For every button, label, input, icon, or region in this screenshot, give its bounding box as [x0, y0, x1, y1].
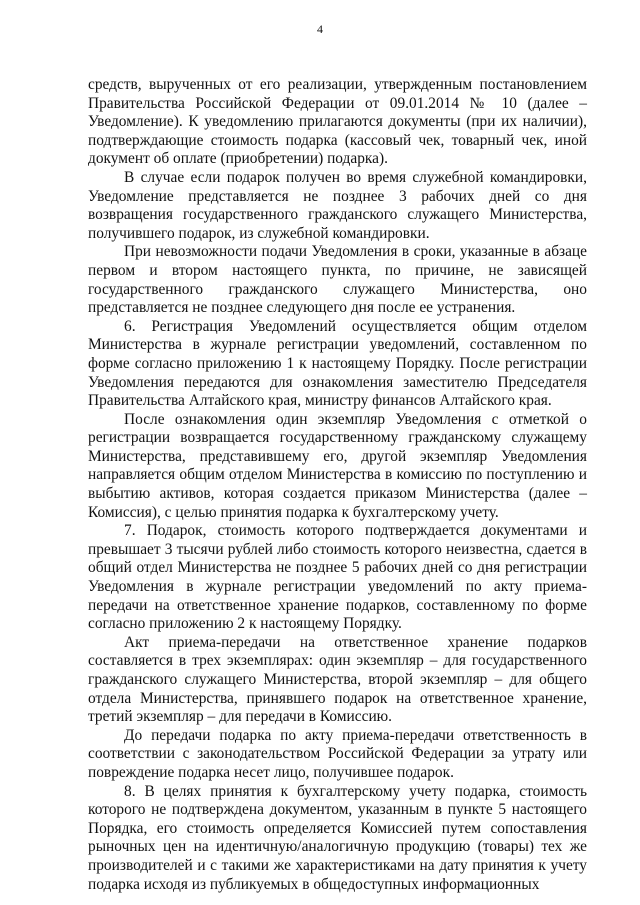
paragraph-2: В случае если подарок получен во время служебной командировки, Уведомление представляется не позднее 3 рабочих дней со дня возвращения государственного гражданского служащего Министерства, получившего подарок, из служебной командировки. — [88, 168, 587, 242]
paragraph-3: При невозможности подачи Уведомления в сроки, указанные в абзаце первом и втором настоящего пункта, по причине, не зависящей государственного гражданского служащего Министерства, оно представляется не позднее следующего дня после ее устранения. — [88, 243, 587, 317]
page-number: 4 — [317, 22, 323, 36]
paragraph-7: Акт приема-передачи на ответственное хранение подарков составляется в трех экземплярах: один экземпляр – для государственного гражданского служащего Министерства, второй экземпляр – для общего отдела Министерства, принявшего подарок на ответственное хранение, третий экземпляр – для передачи в Комиссию. — [88, 633, 587, 726]
paragraph-9: 8. В целях принятия к бухгалтерскому учету подарка, стоимость которого не подтверждена документом, указанным в пункте 5 настоящего Порядка, его стоимость определяется Комиссией путем сопоставления рыночных цен на идентичную/аналогичную продукцию (товары) тех же производителей и с такими же характеристиками на дату принятия к учету подарка исходя из публикуемых в общедоступных информационных — [88, 782, 587, 893]
paragraph-5: После ознакомления один экземпляр Уведомления с отметкой о регистрации возвращается государственному гражданскому служащему Министерства, представившему его, другой экземпляр Уведомления направляется общим отделом Министерства в комиссию по поступлению и выбытию активов, которая создается приказом Министерства (далее – Комиссия), с целью принятия подарка к бухгалтерскому учету. — [88, 410, 587, 521]
document-body — [88, 76, 587, 894]
paragraph-6: 7. Подарок, стоимость которого подтверждается документами и превышает 3 тысячи рублей либо стоимость которого неизвестна, сдается в общий отдел Министерства не позднее 5 рабочих дней со дня регистрации Уведомления в журнале регистрации уведомлений по акту приема-передачи на ответственное хранение подарков, составленному по форме согласно приложению 2 к настоящему Порядку. — [88, 522, 587, 633]
paragraph-8: До передачи подарка по акту приема-передачи ответственность в соответствии с законодательством Российской Федерации за утрату или повреждение подарка несет лицо, получившее подарок. — [88, 726, 587, 781]
paragraph-4: 6. Регистрация Уведомлений осуществляется общим отделом Министерства в журнале регистрации уведомлений, составленном по форме согласно приложению 1 к настоящему Порядку. После регистрации Уведомления передаются для ознакомления заместителю Председателя Правительства Алтайского края, министру финансов Алтайского края. — [88, 317, 587, 410]
paragraph-1: средств, вырученных от его реализации, утвержденным постановлением Правительства Российской Федерации от 09.01.2014 № 10 (далее – Уведомление). К уведомлению прилагаются документы (при их наличии), подтверждающие стоимость подарка (кассовый чек, товарный чек, иной документ об оплате (приобретении) подарка). — [88, 76, 587, 168]
